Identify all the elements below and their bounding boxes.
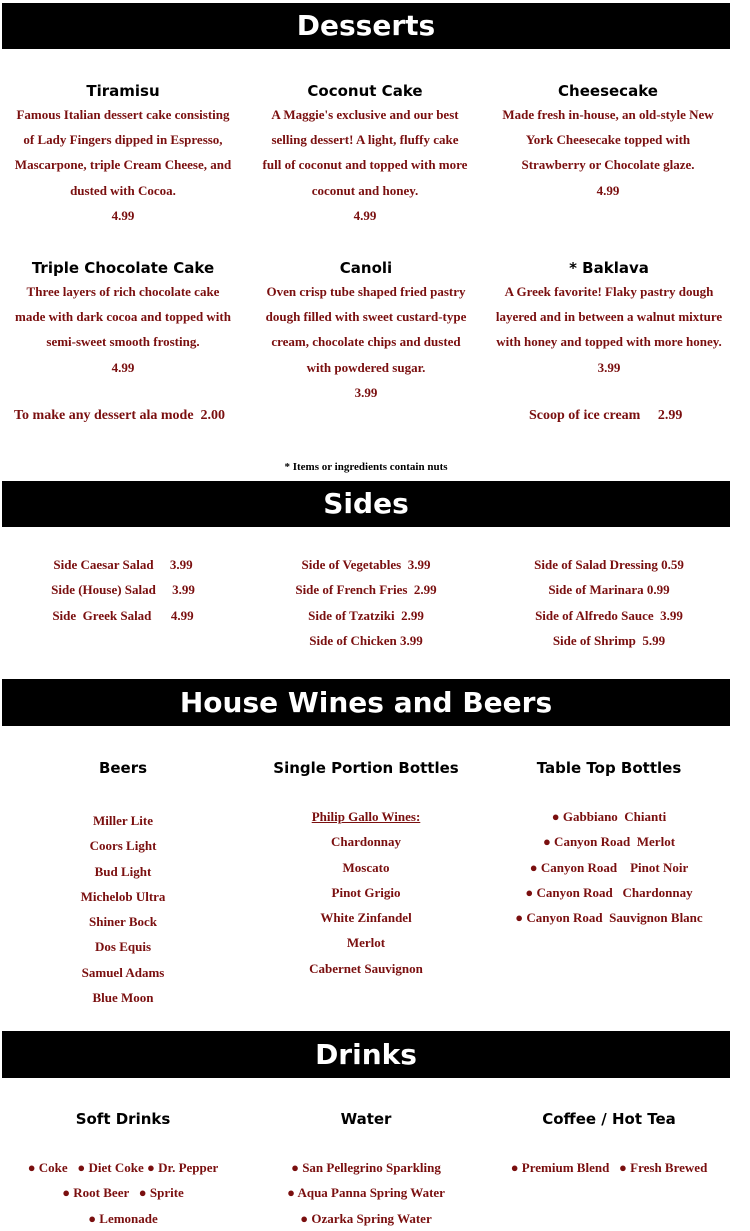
beer-item: Michelob Ultra	[80, 888, 166, 904]
side-item: Side of Marinara 0.99	[548, 582, 670, 598]
wine-item: ● Canyon Road Chardonnay	[525, 884, 693, 900]
sides-column-salads	[12, 552, 234, 628]
dessert-description: Three layers of rich chocolate cake made with dark cocoa and topped with semi-sweet smooth frosting.	[15, 284, 231, 350]
dessert-price: 3.99	[354, 384, 378, 400]
ala-mode-note: To make any dessert ala mode 2.00	[14, 408, 226, 423]
drinks-header: Drinks	[2, 1031, 730, 1078]
coffee-tea-column	[492, 1108, 726, 1180]
sides-column-middle	[258, 552, 474, 653]
beer-item: Dos Equis	[95, 939, 151, 955]
side-item: Side of Shrimp 5.99	[552, 632, 666, 648]
dessert-cheesecake	[500, 80, 716, 203]
dessert-baklava	[492, 257, 726, 380]
wine-item: Merlot	[346, 935, 386, 951]
drink-item: ● Ozarka Spring Water	[300, 1210, 432, 1226]
wine-item: Chardonnay	[330, 834, 402, 850]
wine-item: ● Canyon Road Sauvignon Blanc	[515, 910, 703, 926]
side-item: Side Caesar Salad 3.99	[53, 557, 193, 572]
dessert-price: 4.99	[111, 359, 135, 375]
beer-item: Miller Lite	[92, 813, 154, 828]
dessert-name: Canoli	[339, 259, 393, 277]
beer-item: Blue Moon	[92, 990, 154, 1006]
dessert-description: Oven crisp tube shaped fried pastry dough filled with sweet custard-type cream, chocolate chips and dusted with powdered sugar.	[265, 284, 467, 375]
dessert-description: A Maggie's exclusive and our best selling dessert! A light, fluffy cake full of coconut and topped with more coconut and honey.	[262, 107, 468, 198]
single-portion-heading: Single Portion Bottles	[273, 759, 459, 777]
beer-item: Samuel Adams	[81, 964, 165, 980]
soft-drinks-column	[12, 1108, 234, 1231]
desserts-header: Desserts	[2, 3, 730, 49]
side-item: Side of Salad Dressing 0.59	[534, 557, 684, 572]
beer-item: Shiner Bock	[88, 914, 158, 930]
drink-item: ● San Pellegrino Sparkling	[291, 1160, 441, 1175]
dessert-name: Triple Chocolate Cake	[31, 259, 215, 277]
dessert-triple-chocolate-cake	[12, 257, 234, 380]
side-item: Side Greek Salad 4.99	[52, 607, 194, 623]
side-item: Side of Alfredo Sauce 3.99	[535, 607, 683, 623]
table-top-heading: Table Top Bottles	[536, 759, 682, 777]
sides-header: Sides	[2, 481, 730, 527]
dessert-price: 4.99	[596, 182, 620, 198]
wines-header: House Wines and Beers	[2, 679, 730, 726]
drink-item: ● Coke ● Diet Coke ● Dr. Pepper	[27, 1160, 219, 1175]
drink-item: ● Premium Blend ● Fresh Brewed	[510, 1160, 708, 1175]
dessert-coconut-cake	[262, 80, 468, 228]
side-item: Side of Chicken 3.99	[309, 632, 423, 648]
dessert-canoli	[258, 257, 474, 405]
water-column	[258, 1108, 474, 1231]
dessert-name: Tiramisu	[86, 82, 160, 100]
dessert-price: 4.99	[353, 207, 377, 223]
drink-item: ● Lemonade	[88, 1210, 158, 1226]
wine-item: ● Canyon Road Pinot Noir	[529, 859, 689, 875]
wine-item: Pinot Grigio	[331, 884, 401, 900]
dessert-price: 4.99	[111, 207, 135, 223]
water-heading: Water	[340, 1110, 392, 1128]
beers-heading: Beers	[98, 759, 148, 777]
dessert-price: 3.99	[597, 359, 621, 375]
wine-item: Moscato	[342, 859, 390, 875]
wine-brand-heading: Philip Gallo Wines:	[311, 809, 421, 824]
drink-item: ● Aqua Panna Spring Water	[287, 1185, 445, 1201]
dessert-description: Made fresh in-house, an old-style New York Cheesecake topped with Strawberry or Chocolate glaze.	[502, 107, 714, 173]
beer-item: Bud Light	[94, 863, 152, 879]
wine-item: White Zinfandel	[320, 910, 412, 926]
dessert-name: Cheesecake	[558, 82, 658, 100]
side-item: Side of Vegetables 3.99	[301, 557, 431, 572]
sides-column-right	[492, 552, 726, 653]
nuts-note: * Items or ingredients contain nuts	[284, 461, 448, 473]
side-item: Side of Tzatziki 2.99	[308, 607, 424, 623]
beer-item: Coors Light	[89, 838, 157, 854]
coffee-tea-heading: Coffee / Hot Tea	[542, 1110, 676, 1128]
drink-item: ● Root Beer ● Sprite	[62, 1185, 184, 1201]
wine-item: Cabernet Sauvignon	[309, 960, 423, 976]
single-portion-column	[258, 757, 474, 981]
side-item: Side (House) Salad 3.99	[51, 582, 195, 598]
dessert-description: Famous Italian dessert cake consisting of Lady Fingers dipped in Espresso, Mascarpone, triple Cream Cheese, and dusted with Cocoa.	[14, 107, 232, 198]
beers-column	[12, 757, 234, 1010]
wine-item: ● Canyon Road Merlot	[542, 834, 676, 850]
wine-item: ● Gabbiano Chianti	[551, 809, 667, 824]
table-top-column	[492, 757, 726, 930]
dessert-description: A Greek favorite! Flaky pastry dough layered and in between a walnut mixture with honey and topped with more honey.	[495, 284, 723, 350]
dessert-name: * Baklava	[569, 259, 649, 277]
ice-cream-note: Scoop of ice cream 2.99	[529, 408, 683, 423]
soft-drinks-heading: Soft Drinks	[75, 1110, 171, 1128]
dessert-tiramisu	[10, 80, 236, 228]
side-item: Side of French Fries 2.99	[295, 582, 437, 598]
dessert-name: Coconut Cake	[307, 82, 423, 100]
